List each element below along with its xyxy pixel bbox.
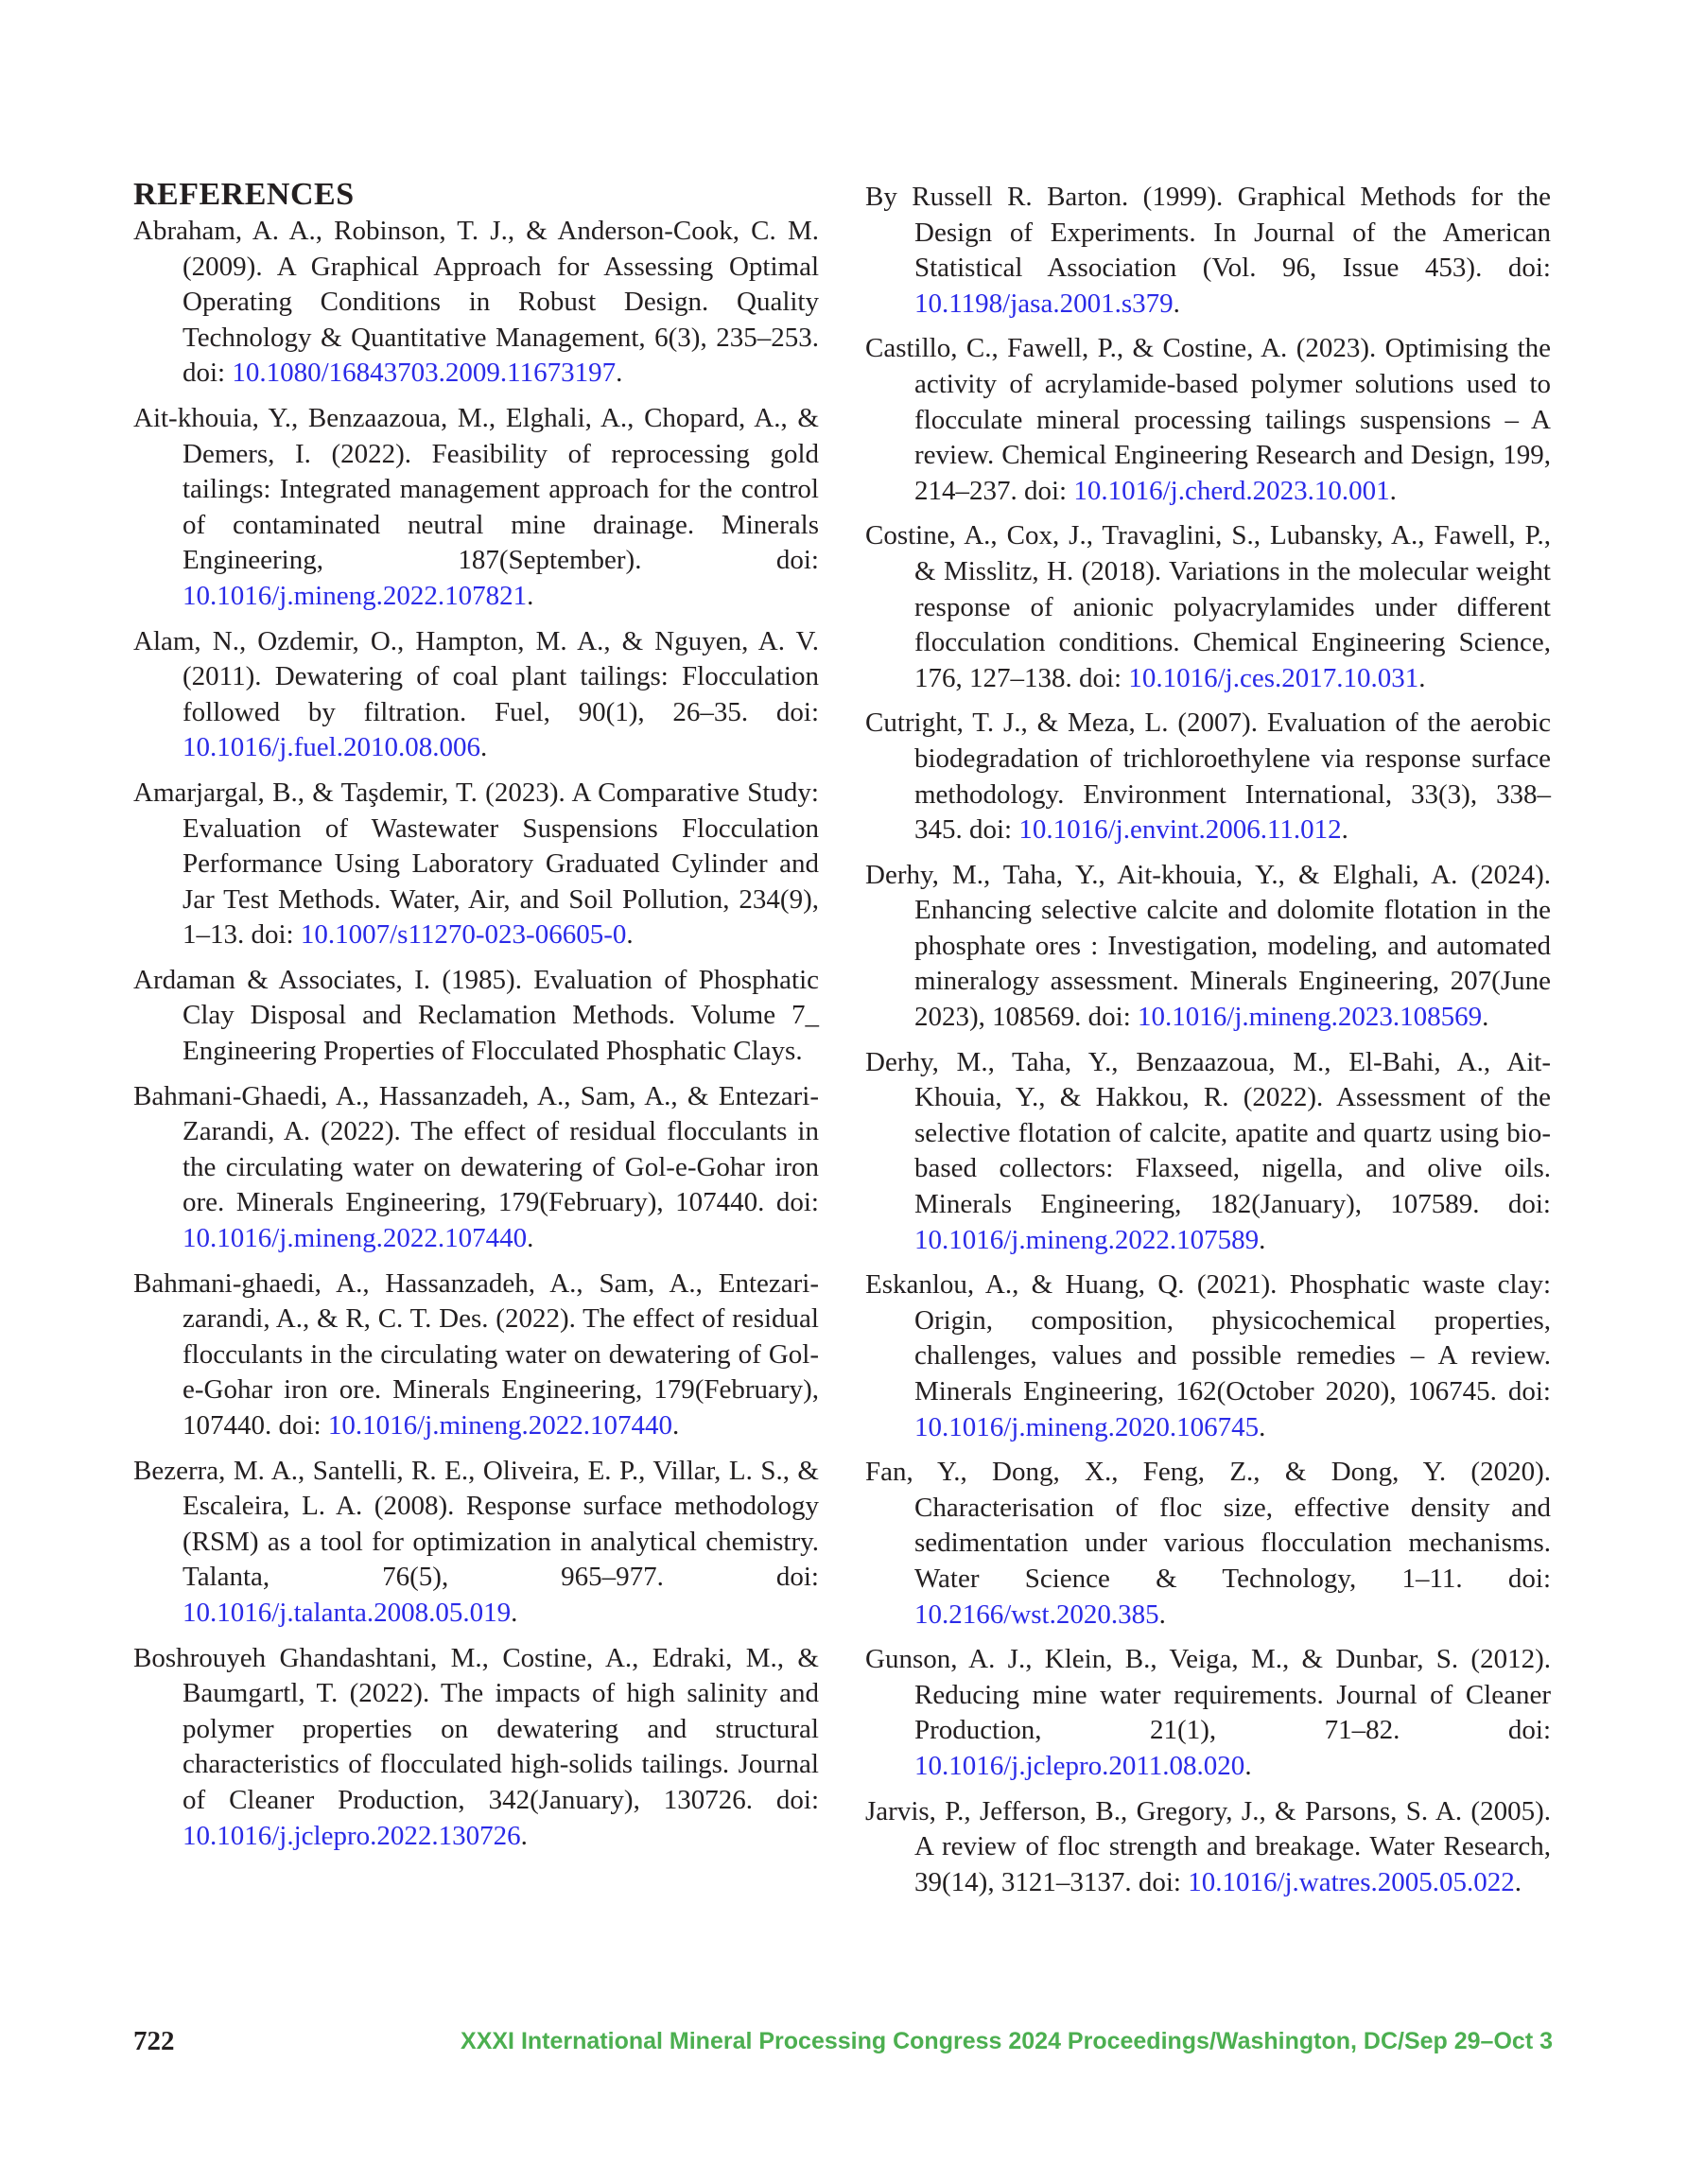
reference-entry bbox=[865, 1794, 1551, 1901]
reference-text: Abraham, A. A., Robinson, T. J., & Anderson-Cook, C. M. (2009). A Graphical Approach for Assessing Optimal Operating Conditions in Robust Design. Quality Technology & Quantitative Management, 6(3), 235–253. doi: bbox=[133, 216, 819, 389]
doi-link[interactable]: 10.1016/j.talanta.2008.05.019 bbox=[183, 1597, 512, 1628]
right-reference-list bbox=[865, 180, 1551, 1900]
reference-end: . bbox=[1259, 1224, 1266, 1255]
doi-link[interactable]: 10.1080/16843703.2009.11673197 bbox=[232, 358, 617, 389]
doi-link[interactable]: 10.1016/j.mineng.2023.108569 bbox=[1138, 1002, 1483, 1033]
page-footer bbox=[133, 2026, 1553, 2064]
reference-text: Ait-khouia, Y., Benzaazoua, M., Elghali, A., Chopard, A., & Demers, I. (2022). Feasibility of reprocessing gold tailings: Integrated management approach for the control of contaminated neutral mine drainage. Minerals Engineering, 187(September). doi: bbox=[133, 402, 819, 576]
doi-link[interactable]: 10.1007/s11270-023-06605-0 bbox=[300, 919, 627, 951]
reference-entry bbox=[133, 776, 819, 953]
doi-link[interactable]: 10.1016/j.mineng.2022.107440 bbox=[183, 1223, 528, 1254]
reference-end: . bbox=[511, 1597, 518, 1628]
doi-link[interactable]: 10.1016/j.ces.2017.10.031 bbox=[1128, 662, 1419, 693]
reference-end: . bbox=[520, 1820, 528, 1851]
reference-entry bbox=[133, 1267, 819, 1444]
reference-text: Ardaman & Associates, I. (1985). Evaluation of Phosphatic Clay Disposal and Reclamation Methods. Volume 7_ Engineering Properties of Flocculated Phosphatic Clays. bbox=[133, 964, 819, 1067]
doi-link[interactable]: 10.1016/j.mineng.2020.106745 bbox=[914, 1411, 1260, 1442]
doi-link[interactable]: 10.1016/j.mineng.2022.107821 bbox=[183, 580, 528, 611]
doi-link[interactable]: 10.1016/j.watres.2005.05.022 bbox=[1188, 1866, 1515, 1897]
reference-text: Bahmani-ghaedi, A., Hassanzadeh, A., Sam, A., Entezari-zarandi, A., & R, C. T. Des. (2022). The effect of residual flocculants in the circulating water on dewatering of Gol-e-Gohar iron ore. Minerals Engineering, 179(February), 107440. doi: bbox=[133, 1267, 819, 1441]
reference-end: . bbox=[1482, 1002, 1489, 1033]
reference-end: . bbox=[626, 919, 634, 951]
reference-end: . bbox=[1514, 1866, 1522, 1897]
doi-link[interactable]: 10.1016/j.mineng.2022.107589 bbox=[914, 1224, 1260, 1255]
reference-entry bbox=[133, 1079, 819, 1257]
doi-link[interactable]: 10.1016/j.fuel.2010.08.006 bbox=[183, 732, 480, 763]
reference-entry bbox=[865, 1455, 1551, 1633]
reference-end: . bbox=[671, 1410, 680, 1441]
reference-text: Castillo, C., Fawell, P., & Costine, A. (2023). Optimising the activity of acrylamide-based polymer solutions used to flocculate mineral processing tailings suspensions – A review. Chemical Engineering Research and Design, 199, 214–237. doi: bbox=[865, 333, 1551, 506]
reference-text: Eskanlou, A., & Huang, Q. (2021). Phosphatic waste clay: Origin, composition, physicochemical properties, challenges, values and possible remedies – A review. Minerals Engineering, 162(October 2020), 106745. doi: bbox=[865, 1269, 1551, 1406]
reference-text: Bahmani-Ghaedi, A., Hassanzadeh, A., Sam, A., & Entezari-Zarandi, A. (2022). The effect of residual flocculants in the circulating water on dewatering of Gol-e-Gohar iron ore. Minerals Engineering, 179(February), 107440. doi: bbox=[133, 1080, 819, 1218]
reference-entry bbox=[865, 858, 1551, 1036]
reference-end: . bbox=[1158, 1599, 1166, 1630]
page-number: 722 bbox=[133, 2026, 175, 2056]
conference-title: XXXI International Mineral Processing Congress 2024 Proceedings/Washington, DC/Sep 29–Oct 3 bbox=[461, 2028, 1553, 2054]
doi-link[interactable]: 10.1016/j.jclepro.2011.08.020 bbox=[914, 1750, 1245, 1781]
reference-entry bbox=[865, 706, 1551, 847]
reference-end: . bbox=[479, 732, 488, 763]
reference-end: . bbox=[1341, 814, 1348, 846]
reference-entry bbox=[133, 401, 819, 615]
reference-end: . bbox=[1259, 1411, 1266, 1442]
reference-entry bbox=[865, 1045, 1551, 1259]
right-column bbox=[865, 180, 1551, 1910]
doi-link[interactable]: 10.1016/j.envint.2006.11.012 bbox=[1018, 814, 1342, 846]
reference-entry bbox=[865, 331, 1551, 509]
reference-text: Costine, A., Cox, J., Travaglini, S., Lubansky, A., Fawell, P., & Misslitz, H. (2018). Variations in the molecular weight response of anionic polyacrylamides under different flocculation conditions. Chemical Engineering Science, 176, 127–138. doi: bbox=[865, 520, 1551, 693]
reference-entry bbox=[865, 1267, 1551, 1445]
reference-entry bbox=[865, 180, 1551, 322]
reference-text: Derhy, M., Taha, Y., Benzaazoua, M., El-Bahi, A., Ait-Khouia, Y., & Hakkou, R. (2022). Assessment of the selective flotation of calcite, apatite and quartz using bio-based collectors: Flaxseed, nigella, and olive oils. Minerals Engineering, 182(January), 107589. doi: bbox=[865, 1046, 1551, 1220]
reference-entry bbox=[133, 1641, 819, 1855]
reference-end: . bbox=[616, 358, 623, 389]
reference-entry bbox=[133, 1454, 819, 1632]
reference-text: Gunson, A. J., Klein, B., Veiga, M., & Dunbar, S. (2012). Reducing mine water requirements. Journal of Cleaner Production, 21(1), 71–82. doi: bbox=[865, 1644, 1551, 1746]
reference-text: Bezerra, M. A., Santelli, R. E., Oliveira, E. P., Villar, L. S., & Escaleira, L. A. (2008). Response surface methodology (RSM) as a tool for optimization in analytical chemistry. Talanta, 76(5), 965–977. doi: bbox=[133, 1455, 819, 1593]
reference-text: Boshrouyeh Ghandashtani, M., Costine, A., Edraki, M., & Baumgartl, T. (2022). The impacts of high salinity and polymer properties on dewatering and structural characteristics of flocculated high-solids tailings. Journal of Cleaner Production, 342(January), 130726. doi: bbox=[133, 1642, 819, 1815]
reference-text: Derhy, M., Taha, Y., Ait-khouia, Y., & Elghali, A. (2024). Enhancing selective calcite and dolomite flotation in the phosphate ores : Investigation, modeling, and automated mineralogy assessment. Minerals Engineering, 207(June 2023), 108569. doi: bbox=[865, 859, 1551, 1033]
reference-entry bbox=[865, 1642, 1551, 1784]
reference-text: Fan, Y., Dong, X., Feng, Z., & Dong, Y. (2020). Characterisation of floc size, effective density and sedimentation under various flocculation mechanisms. Water Science & Technology, 1–11. doi: bbox=[865, 1457, 1551, 1594]
reference-entry bbox=[133, 963, 819, 1070]
reference-text: Alam, N., Ozdemir, O., Hampton, M. A., & Nguyen, A. V. (2011). Dewatering of coal plant tailings: Flocculation followed by filtration. Fuel, 90(1), 26–35. doi: bbox=[133, 625, 819, 727]
doi-link[interactable]: 10.2166/wst.2020.385 bbox=[914, 1599, 1159, 1630]
reference-entry bbox=[133, 624, 819, 766]
reference-end: . bbox=[527, 580, 534, 611]
reference-text: Amarjargal, B., & Taşdemir, T. (2023). A Comparative Study: Evaluation of Wastewater Suspensions Flocculation Performance Using Laboratory Graduated Cylinder and Jar Test Methods. Water, Air, and Soil Pollution, 234(9), 1–13. doi: bbox=[133, 777, 819, 951]
left-column bbox=[133, 176, 819, 1863]
reference-end: . bbox=[1418, 662, 1426, 693]
reference-end: . bbox=[1244, 1750, 1252, 1781]
reference-end: . bbox=[1173, 288, 1180, 319]
reference-entry bbox=[865, 518, 1551, 696]
section-heading: REFERENCES bbox=[133, 177, 355, 212]
reference-text: By Russell R. Barton. (1999). Graphical Methods for the Design of Experiments. In Journal of the American Statistical Association (Vol. 96, Issue 453). doi: bbox=[865, 182, 1551, 284]
reference-end: . bbox=[527, 1223, 534, 1254]
reference-end: . bbox=[1389, 475, 1397, 506]
doi-link[interactable]: 10.1016/j.jclepro.2022.130726 bbox=[183, 1820, 521, 1851]
left-reference-list bbox=[133, 214, 819, 1854]
doi-link[interactable]: 10.1016/j.mineng.2022.107440 bbox=[327, 1410, 672, 1441]
doi-link[interactable]: 10.1016/j.cherd.2023.10.001 bbox=[1073, 475, 1390, 506]
reference-text: Jarvis, P., Jefferson, B., Gregory, J., & Parsons, S. A. (2005). A review of floc strength and breakage. Water Research, 39(14), 3121–3137. doi: bbox=[865, 1795, 1551, 1897]
reference-entry bbox=[133, 214, 819, 392]
doi-link[interactable]: 10.1198/jasa.2001.s379 bbox=[914, 288, 1174, 319]
reference-text: Cutright, T. J., & Meza, L. (2007). Evaluation of the aerobic biodegradation of trichloroethylene via response surface methodology. Environment International, 33(3), 338–345. doi: bbox=[865, 708, 1551, 846]
